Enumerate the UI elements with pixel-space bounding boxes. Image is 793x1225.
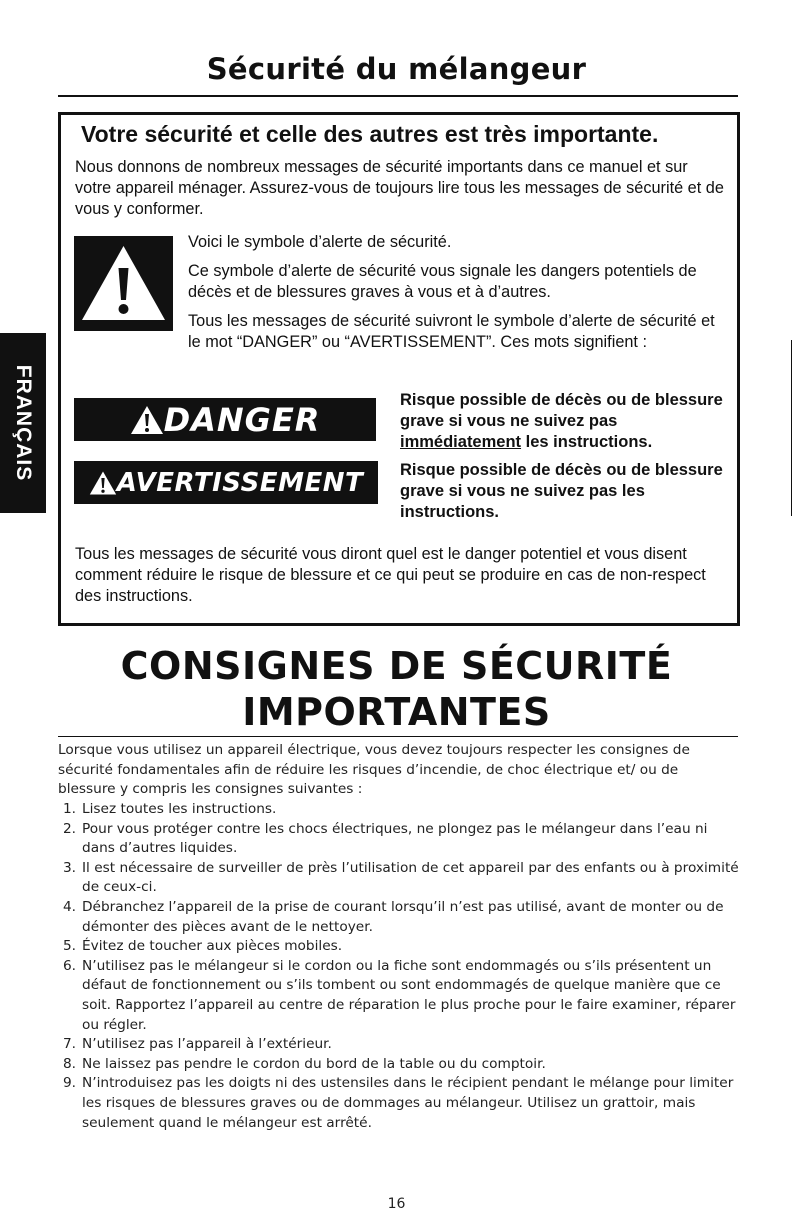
consignes-intro: Lorsque vous utilisez un appareil électrique, vous devez toujours respecter les consignes de sécurité fondamentales afin de réduire les risques d’incendie, de choc électrique et/ ou de blessure y compris les consignes suivantes : xyxy=(58,742,690,798)
language-tab xyxy=(0,333,46,513)
alert-line-2: Ce symbole d’alerte de sécurité vous signale les dangers potentiels de décès et de blessures graves à vous et à d’autres. xyxy=(188,262,697,301)
safety-box-outro: Tous les messages de sécurité vous diront quel est le danger potentiel et vous disent comment réduire le risque de blessure et ce qui peut se produire en cas de non-respect des instructions. xyxy=(75,545,706,605)
consignes-title xyxy=(0,643,793,735)
alert-line-3: Tous les messages de sécurité suivront le symbole d’alerte de sécurité et le mot “DANGER” ou “AVERTISSEMENT”. Ces mots signifient : xyxy=(188,312,715,351)
page-number: 16 xyxy=(387,1196,406,1212)
warning-description: Risque possible de décès ou de blessure grave si vous ne suivez pas les instructions. xyxy=(400,461,723,521)
page-title: Sécurité du mélangeur xyxy=(206,52,587,86)
danger-text-b: les instructions. xyxy=(525,433,653,451)
list-item: 8. Ne laissez pas pendre le cordon du bord de la table ou du comptoir. xyxy=(62,1055,546,1072)
header-rule xyxy=(58,95,738,97)
list-item: 4. Débranchez l’appareil de la prise de courant lorsqu’il n’est pas utilisé, avant de monter ou de démonter des pièces avant de le nettoyer. xyxy=(62,898,724,935)
consignes-title-line2: IMPORTANTES xyxy=(242,690,551,734)
consignes-title-line1: CONSIGNES DE SÉCURITÉ xyxy=(120,644,673,688)
danger-label: DANGER xyxy=(163,400,321,439)
safety-alert-icon xyxy=(74,236,173,331)
consignes-list xyxy=(58,800,742,1133)
danger-warning-icon xyxy=(130,405,164,435)
warning-badge xyxy=(74,461,378,504)
list-item: 5. Évitez de toucher aux pièces mobiles. xyxy=(62,938,343,955)
safety-box-title: Votre sécurité et celle des autres est très importante. xyxy=(81,121,659,147)
list-item: 9. N’introduisez pas les doigts ni des ustensiles dans le récipient pendant le mélange pour limiter les risques de blessures graves ou de dommages au mélangeur. Utilisez un grattoir, mais seulement quand le mélangeur est arrêté. xyxy=(62,1075,734,1131)
danger-text-a: Risque possible de décès ou de blessure grave si vous ne suivez pas xyxy=(400,391,723,430)
danger-badge xyxy=(74,398,376,441)
margin-line xyxy=(791,340,792,516)
list-item: 7. N’utilisez pas l’appareil à l’extérieur. xyxy=(62,1036,332,1053)
list-item: 3. Il est nécessaire de surveiller de près l’utilisation de cet appareil par des enfants ou à proximité de ceux-ci. xyxy=(62,859,739,896)
alert-explanation xyxy=(188,232,728,361)
list-item: 2. Pour vous protéger contre les chocs électriques, ne plongez pas le mélangeur dans l’eau ni dans d’autres liquides. xyxy=(62,820,708,857)
safety-box xyxy=(58,112,740,626)
danger-description xyxy=(400,390,730,453)
danger-text-underlined: immédiatement xyxy=(400,433,522,451)
safety-box-intro: Nous donnons de nombreux messages de sécurité importants dans ce manuel et sur votre appareil ménager. Assurez-vous de toujours lire tous les messages de sécurité et de vous y conformer. xyxy=(75,158,724,218)
language-tab-label: FRANÇAIS xyxy=(12,364,35,482)
consignes-rule xyxy=(58,736,738,737)
list-item: 6. N’utilisez pas le mélangeur si le cordon ou la fiche sont endommagés ou s’ils présentent un défaut de fonctionnement ou s’ils tombent ou sont endommagés de quelque manière que ce soit. Rapportez l’appareil au centre de réparation le plus proche pour le faire examiner, réparer ou régler. xyxy=(62,957,736,1033)
list-item: 1. Lisez toutes les instructions. xyxy=(62,801,277,817)
warning-icon xyxy=(89,470,117,496)
warning-label: AVERTISSEMENT xyxy=(116,467,364,498)
alert-line-1: Voici le symbole d’alerte de sécurité. xyxy=(188,233,452,251)
